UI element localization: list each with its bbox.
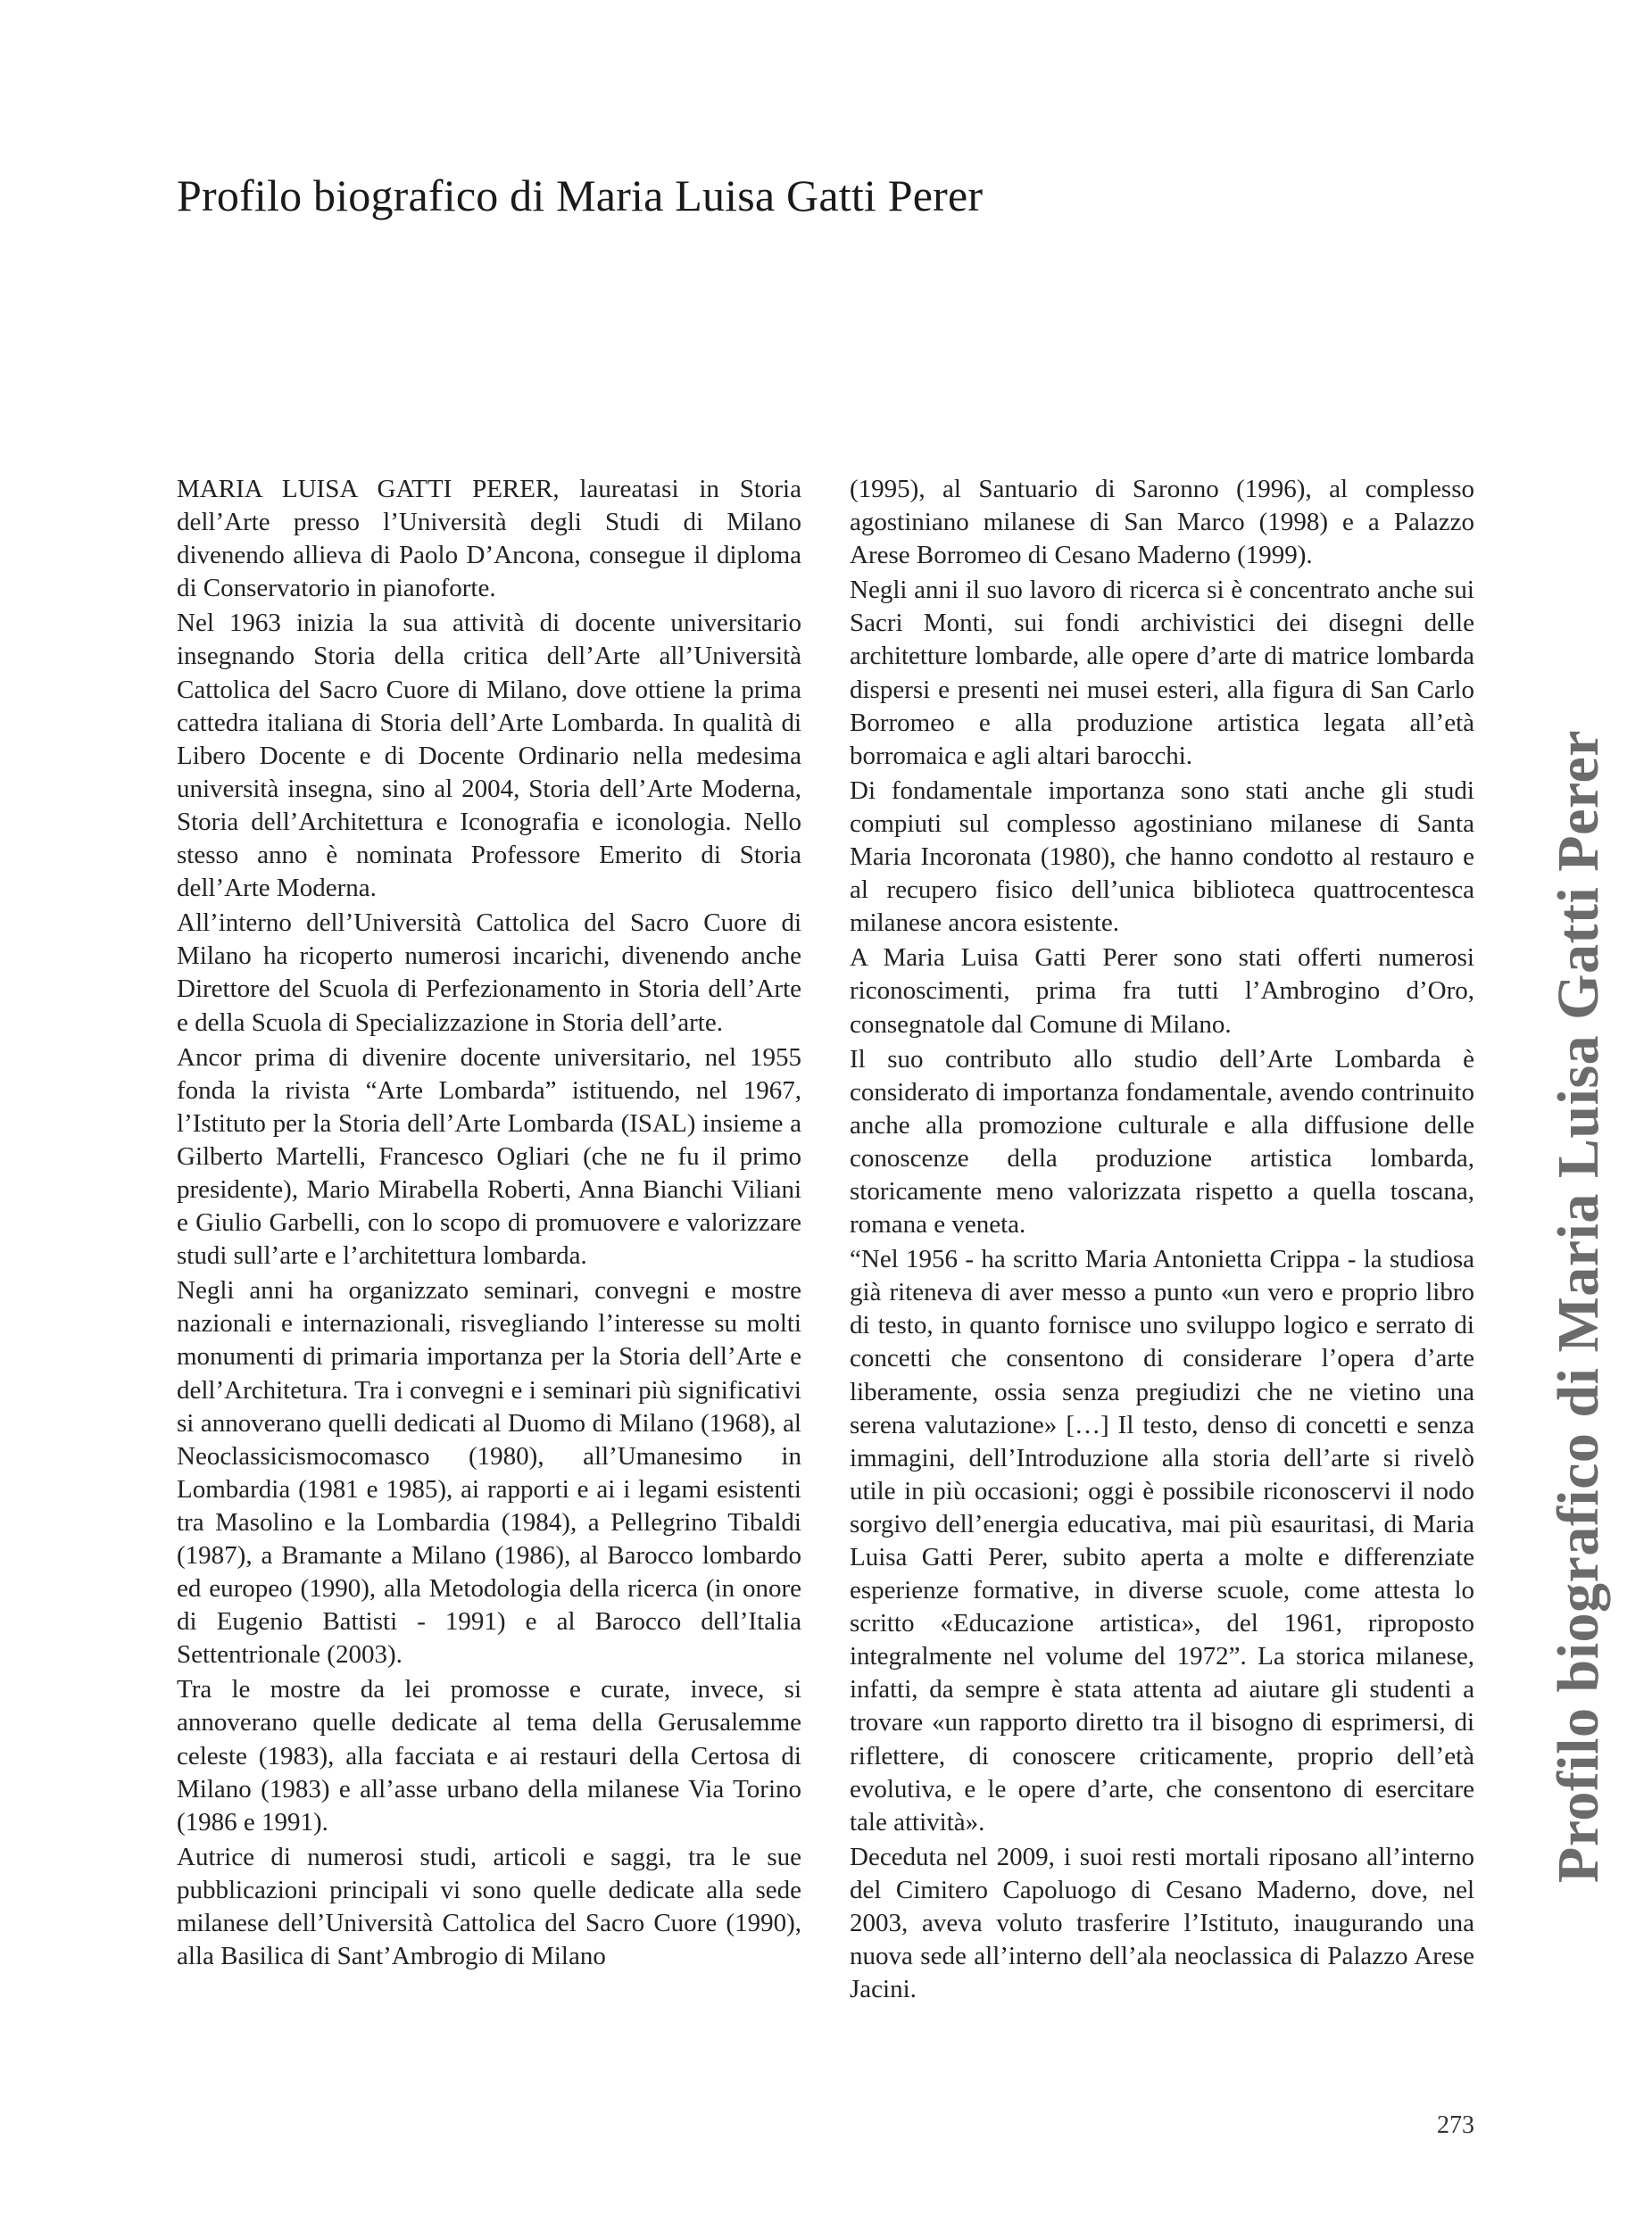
paragraph: (1995), al Santuario di Saronno (1996), al complesso agostiniano milanese di San Marco (1998) e a Palazzo Arese Borromeo di Cesano Maderno (1999). [850,475,1474,570]
side-running-title-text: Profilo biografico di Maria Luisa Gatti Perer [1546,729,1611,1884]
paragraph: Negli anni ha organizzato seminari, convegni e mostre nazionali e internazionali, risvegliando l’interesse su molti monumenti di primaria importanza per la Storia dell’Arte e dell’Architetura. Tra i convegni e i seminari più significativi si annoverano quelli dedicati al Duomo di Milano (1968), al Neoclassicismocomasco (1980), all’Umanesimo in Lombardia (1981 e 1985), ai rapporti e ai i legami esistenti tra Masolino e la Lombardia (1984), a Pellegrino Tibaldi (1987), a Bramante a Milano (1986), al Barocco lombardo ed europeo (1990), alla Metodologia della ricerca (in onore di Eugenio Battisti - 1991) e al Barocco dell’Italia Settentrionale (2003). [177,1276,801,1670]
page-number: 273 [1437,2111,1474,2139]
paragraph: Deceduta nel 2009, i suoi resti mortali riposano all’interno del Cimitero Capoluogo di Cesano Maderno, dove, nel 2003, aveva voluto trasferire l’Istituto, inaugurando una nuova sede all’interno dell’ala neoclassica di Palazzo Arese Jacini. [850,1842,1474,2004]
paragraph: MARIA LUISA GATTI PERER, laureatasi in Storia dell’Arte presso l’Università degli Studi di Milano divenendo allieva di Paolo D’Ancona, consegue il diploma di Conservatorio in pianoforte. [177,475,801,603]
paragraph: All’interno dell’Università Cattolica del Sacro Cuore di Milano ha ricoperto numerosi incarichi, divenendo anche Direttore del Scuola di Perfezionamento in Storia dell’Arte e della Scuola di Specializzazione in Storia dell’arte. [177,908,801,1037]
text-column-left [177,473,801,1975]
text-column-right [850,473,1474,2008]
paragraph: A Maria Luisa Gatti Perer sono stati offerti numerosi riconoscimenti, prima fra tutti l’Ambrogino d’Oro, consegnatole dal Comune di Milano. [850,943,1474,1039]
paragraph: Il suo contributo allo studio dell’Arte Lombarda è considerato di importanza fondamentale, avendo contrinuito anche alla promozione culturale e alla diffusione delle conoscenze della produzione artistica lombarda, storicamente meno valorizzata rispetto a quella toscana, romana e veneta. [850,1044,1474,1240]
paragraph: “Nel 1956 - ha scritto Maria Antonietta Crippa - la studiosa già riteneva di aver messo a punto «un vero e proprio libro di testo, in quanto fornisce uno sviluppo logico e serrato di concetti che consentono di considerare l’opera d’arte liberamente, ossia senza pregiudizi che ne vietino una serena valutazione» […] Il testo, denso di concetti e senza immagini, dell’Introduzione alla storia dell’arte si rivelò utile in più occasioni; oggi è possibile riconoscervi il nodo sorgivo dell’energia educativa, mai più esauritasi, di Maria Luisa Gatti Perer, subito aperta a molte e differenziate esperienze formative, in diverse scuole, come attesta lo scritto «Educazione artistica», del 1961, riproposto integralmente nel volume del 1972”. La storica milanese, infatti, da sempre è stata attenta ad aiutare gli studenti a trovare «un rapporto diretto tra il bisogno di esprimersi, di riflettere, di conoscere criticamente, proprio dell’età evolutiva, e le opere d’arte, che consentono di esercitare tale attività». [850,1245,1474,1837]
paragraph: Di fondamentale importanza sono stati anche gli studi compiuti sul complesso agostiniano milanese di Santa Maria Incoronata (1980), che hanno condotto al restauro e al recupero fisico dell’unica biblioteca quattrocentesca milanese ancora esistente. [850,775,1474,938]
paragraph: Autrice di numerosi studi, articoli e saggi, tra le sue pubblicazioni principali vi sono quelle dedicate alla sede milanese dell’Università Cattolica del Sacro Cuore (1990), alla Basilica di Sant’Ambrogio di Milano [177,1842,801,1971]
paragraph: Negli anni il suo lavoro di ricerca si è concentrato anche sui Sacri Monti, sui fondi archivistici dei disegni delle architetture lombarde, alle opere d’arte di matrice lombarda dispersi e presenti nei musei esteri, alla figura di San Carlo Borromeo e alla produzione artistica legata all’età borromaica e agli altari barocchi. [850,576,1474,770]
page-title: Profilo biografico di Maria Luisa Gatti Perer [177,170,984,220]
paragraph: Nel 1963 inizia la sua attività di docente universitario insegnando Storia della critica dell’Arte all’Università Cattolica del Sacro Cuore di Milano, dove ottiene la prima cattedra italiana di Storia dell’Arte Lombarda. In qualità di Libero Docente e di Docente Ordinario nella medesima università insegna, sino al 2004, Storia dell’Arte Moderna, Storia dell’Architettura e Iconografia e iconologia. Nello stesso anno è nominata Professore Emerito di Storia dell’Arte Moderna. [177,609,801,903]
paragraph: Ancor prima di divenire docente universitario, nel 1955 fonda la rivista “Arte Lombarda” istituendo, nel 1967, l’Istituto per la Storia dell’Arte Lombarda (ISAL) insieme a Gilberto Martelli, Francesco Ogliari (che ne fu il primo presidente), Mario Mirabella Roberti, Anna Bianchi Viliani e Giulio Garbelli, con lo scopo di promuovere e valorizzare studi sull’arte e l’architettura lombarda. [177,1042,801,1271]
paragraph: Tra le mostre da lei promosse e curate, invece, si annoverano quelle dedicate al tema della Gerusalemme celeste (1983), alla facciata e ai restauri della Certosa di Milano (1983) e all’asse urbano della milanese Via Torino (1986 e 1991). [177,1675,801,1837]
